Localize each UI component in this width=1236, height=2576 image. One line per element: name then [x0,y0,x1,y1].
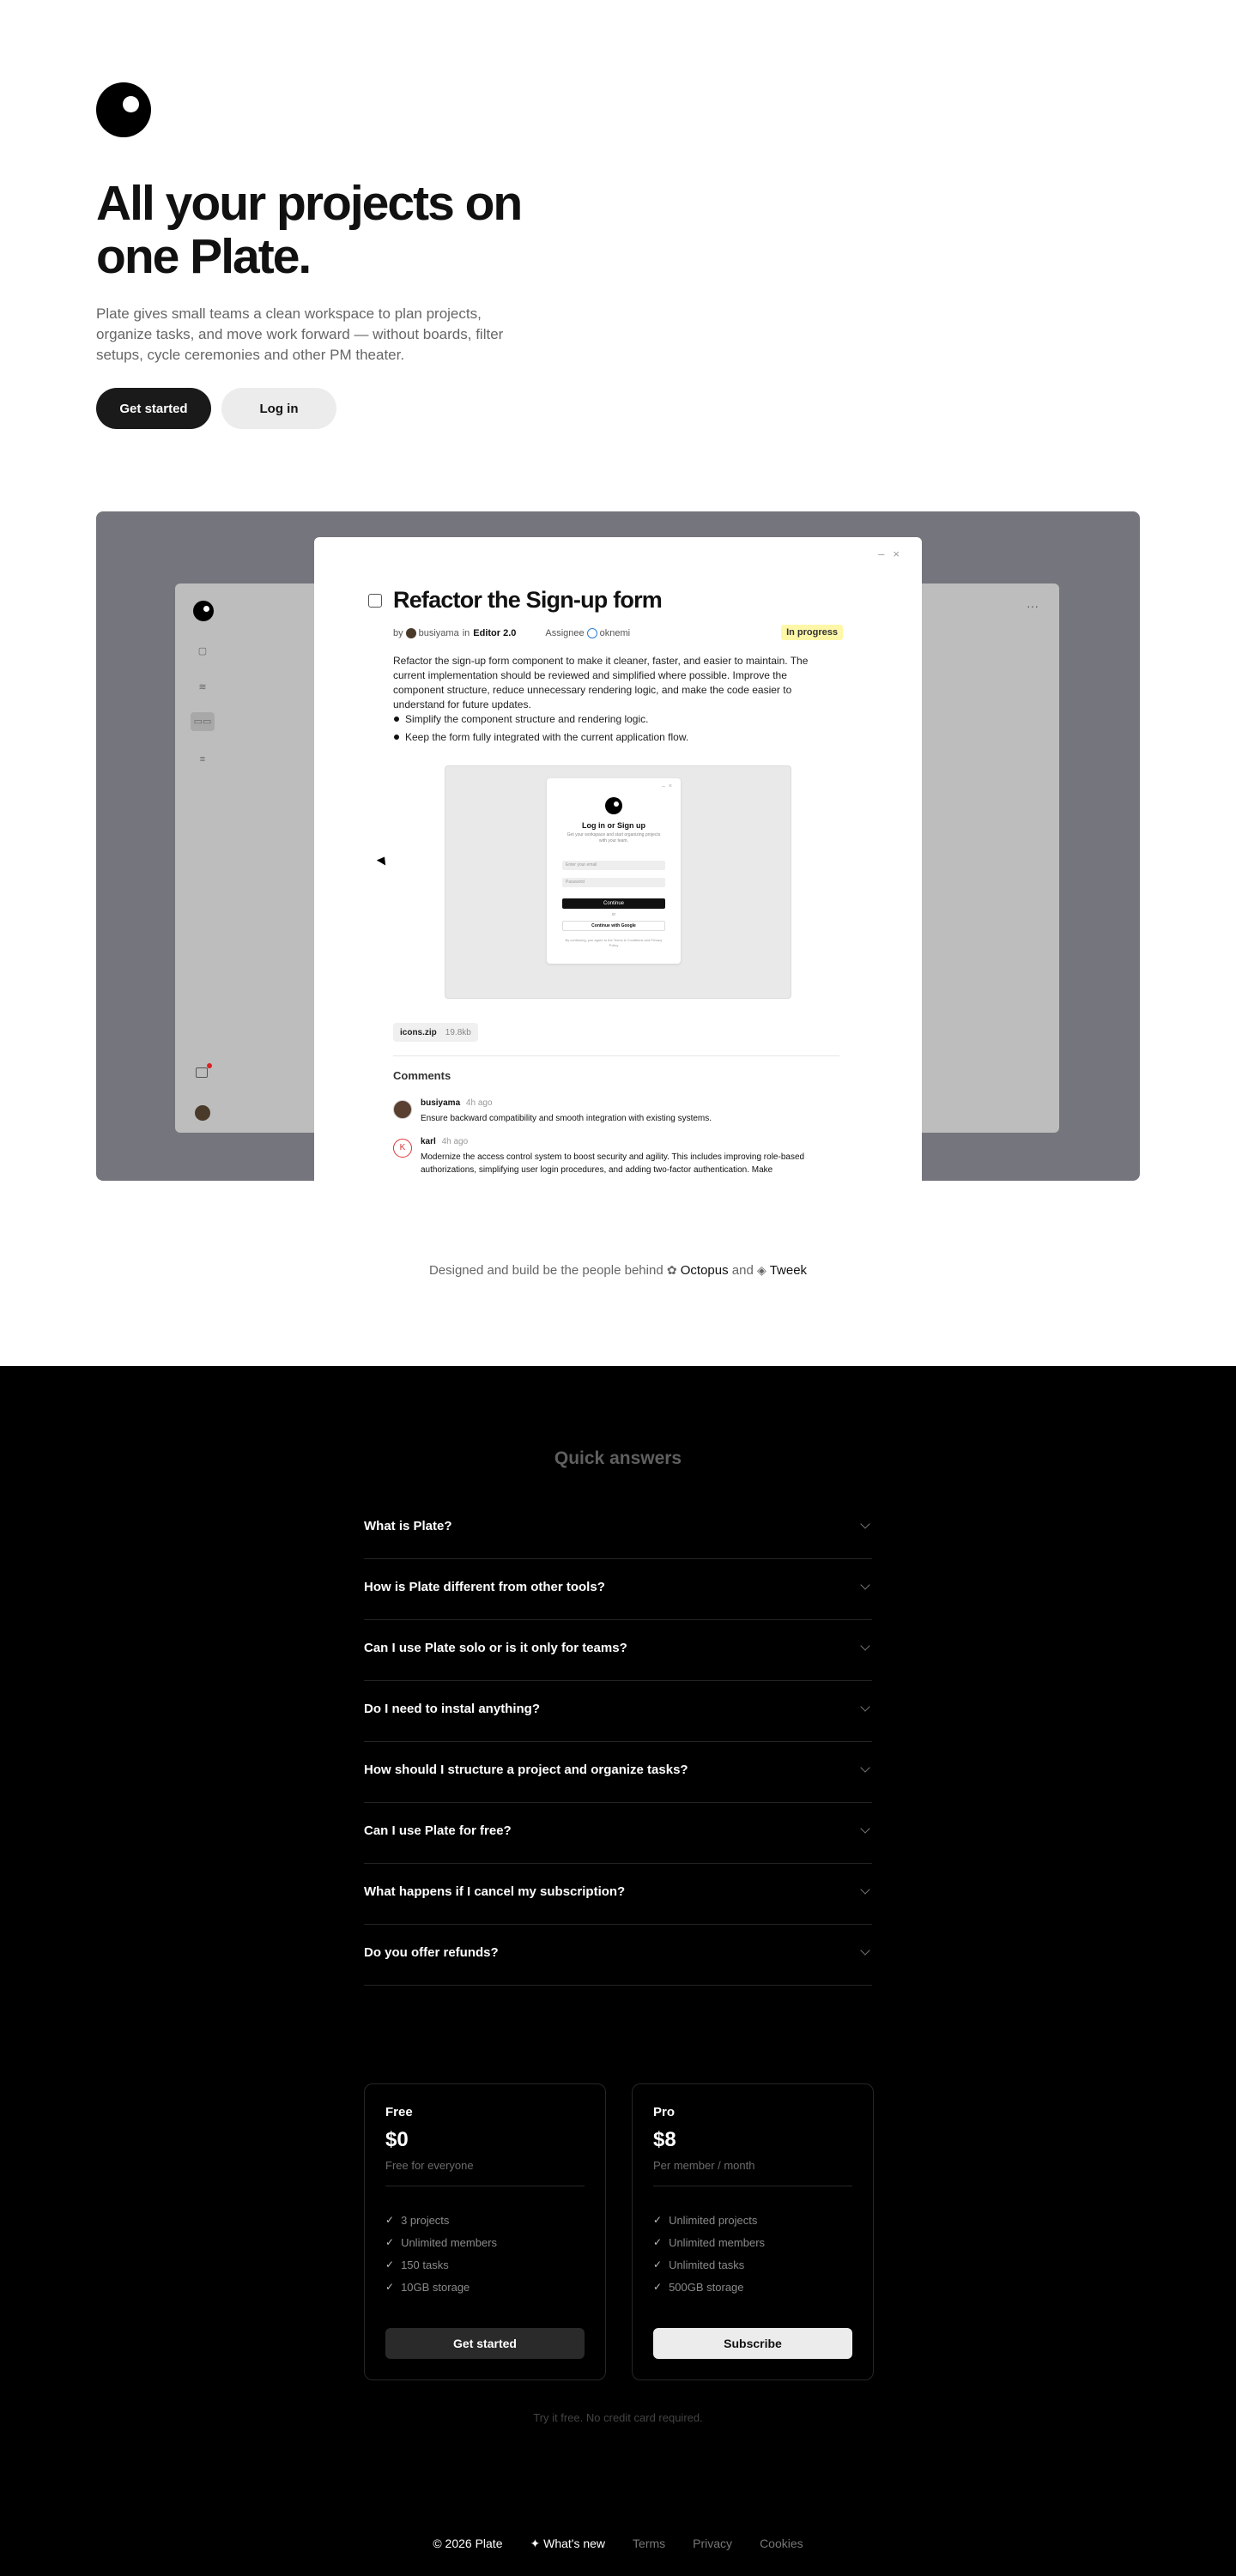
plan-features [653,2209,852,2298]
faq-item[interactable] [364,1925,872,1986]
comment-header [421,1137,468,1146]
feature-item [385,2231,585,2253]
faq-question: How is Plate different from other tools? [364,1580,605,1594]
feature-item [385,2276,585,2298]
task-modal [314,537,922,1181]
task-assignee: oknemi [599,628,631,638]
credit-prefix: Designed and build be the people behind [428,1263,663,1278]
task-author: busiyama [418,628,459,638]
check-icon: ✓ [653,2259,663,2271]
app-logo-icon [193,601,214,621]
chevron-down-icon [860,1945,869,1955]
plan-name: Pro [653,2105,676,2119]
filter-icon: ≡ [199,754,206,765]
login-card [547,778,681,964]
embedded-screenshot [445,765,791,999]
credit-and: and [731,1263,754,1278]
privacy-link[interactable]: Privacy [693,2537,733,2550]
footer [0,2537,1236,2551]
by-label: by [393,628,403,638]
chevron-down-icon [860,1884,869,1894]
tweek-icon: ◈ [757,1263,766,1277]
comment-author: busiyama [421,1098,461,1108]
plan-name: Free [385,2105,413,2119]
terms-text: By continuing, you agree to the Terms & Conditions and Privacy Policy [565,938,663,947]
plate-logo-icon[interactable] [96,82,151,137]
feature-item [385,2209,585,2231]
check-icon: ✓ [653,2281,663,2293]
divider [393,1055,839,1056]
chevron-down-icon [860,1580,869,1589]
bullet-item: Keep the form fully integrated with the current application flow. [393,730,839,745]
faq-question: What is Plate? [364,1519,452,1533]
in-label: in [462,628,470,638]
user-avatar [195,1105,210,1121]
feature-item [385,2253,585,2276]
chevron-down-icon [860,1823,869,1833]
comment-avatar [393,1100,412,1119]
author-avatar [406,628,416,638]
pro-plan-card [632,2083,874,2380]
terms-link[interactable]: Terms [633,2537,666,2550]
dark-section [0,1366,1236,2576]
plan-price: $0 [385,2128,409,2151]
task-checkbox [368,594,382,608]
free-plan-card [364,2083,606,2380]
faq-item[interactable] [364,1559,872,1620]
task-description: Refactor the sign-up form component to make it cleaner, faster, and easier to maintain. The current implementation should be reviewed and simplified where possible. Improve the component structure, reduce unnecessary rendering logic, and make the code easier to understand for future updates. [393,655,809,711]
feature-label: Unlimited members [401,2235,498,2249]
subscribe-button[interactable]: Subscribe [653,2328,852,2359]
faq-item[interactable] [364,1803,872,1864]
check-icon: ✓ [653,2236,663,2248]
check-icon: ✓ [653,2214,663,2226]
inbox-icon: ▢ [197,646,208,656]
password-field: Password [562,878,665,887]
feature-label: 150 tasks [401,2258,449,2271]
feature-label: 3 projects [401,2213,450,2227]
whats-new-label: What's new [543,2537,606,2550]
comment-text: Ensure backward compatibility and smooth integration with existing systems. [421,1114,712,1123]
comment-author: karl [421,1137,436,1146]
faq-item[interactable] [364,1681,872,1742]
faq-item[interactable] [364,1620,872,1681]
more-icon: ··· [1027,599,1039,613]
feature-label: 500GB storage [669,2280,744,2294]
modal-controls: –× [878,547,908,560]
faq-question: Do you offer refunds? [364,1945,499,1960]
attachment-chip [393,1023,478,1042]
hero-title: All your projects on one Plate. [96,176,522,284]
plan-price: $8 [653,2128,676,2151]
assignee-label: Assignee [545,628,585,638]
assignee-icon [587,628,597,638]
plan-period: Per member / month [653,2159,755,2172]
task-project: Editor 2.0 [473,628,517,638]
google-button: Continue with Google [562,921,665,931]
faq-question: What happens if I cancel my subscription? [364,1884,626,1899]
task-title: Refactor the Sign-up form [393,587,663,613]
faq-question: Can I use Plate for free? [364,1823,512,1838]
plan-period: Free for everyone [385,2159,474,2172]
plan-features [385,2209,585,2298]
feature-item [653,2209,852,2231]
chevron-down-icon [860,1702,869,1711]
feature-label: Unlimited tasks [669,2258,745,2271]
feature-label: Unlimited members [669,2235,766,2249]
app-preview [96,511,1140,1181]
comment-time: 4h ago [465,1098,493,1108]
faq-heading: Quick answers [554,1448,682,1468]
feature-label: Unlimited projects [669,2213,758,2227]
check-icon: ✓ [385,2281,395,2293]
continue-button: Continue [562,898,665,909]
log-in-button[interactable]: Log in [221,388,336,429]
comment-text: Modernize the access control system to boost security and agility. This includes improving role-based authorizations, simplifying user login procedures, and adding two-factor authentication. Make [421,1152,805,1175]
login-title: Log in or Sign up [582,821,645,830]
task-meta [393,628,630,638]
octopus-icon: ✿ [666,1263,677,1277]
layers-icon: ≋ [198,682,207,692]
or-divider: or [611,912,616,917]
attachment-size: 19.8kb [445,1027,471,1037]
faq-item[interactable] [364,1742,872,1803]
cookies-link[interactable]: Cookies [760,2537,803,2550]
whats-new-link[interactable] [530,2537,605,2551]
chevron-down-icon [860,1763,869,1772]
email-field: Enter your email [562,861,665,870]
check-icon: ✓ [385,2259,395,2271]
megaphone-icon: ✦ [530,2537,544,2550]
get-started-button[interactable]: Get started [96,388,211,429]
octopus-link[interactable]: Octopus [680,1263,729,1278]
faq-question: Do I need to instal anything? [364,1702,541,1716]
card-logo-icon [605,797,622,814]
check-icon: ✓ [385,2214,395,2226]
feature-item [653,2253,852,2276]
bullet-item: Simplify the component structure and rendering logic. [393,712,839,727]
trial-note: Try it free. No credit card required. [533,2411,703,2424]
comments-title: Comments [393,1069,451,1082]
hero-subtitle: Plate gives small teams a clean workspace to plan projects, organize tasks, and move work forward — without boards, filter setups, cycle ceremonies and other PM theater. [96,305,504,363]
feature-item [653,2276,852,2298]
projects-icon: ▭▭ [191,712,215,731]
card-controls: –× [662,783,676,789]
faq-question: How should I structure a project and organize tasks? [364,1763,688,1777]
comment-header [421,1098,493,1108]
task-bullets [393,712,839,748]
faq-item[interactable] [364,1864,872,1925]
chevron-down-icon [860,1641,869,1650]
free-get-started-button[interactable]: Get started [385,2328,585,2359]
credit-line [0,1263,1236,1278]
status-badge: In progress [781,625,843,640]
check-icon: ✓ [385,2236,395,2248]
feature-item [653,2231,852,2253]
feature-label: 10GB storage [401,2280,470,2294]
comment-time: 4h ago [441,1137,469,1146]
chevron-down-icon [860,1519,869,1528]
comment-avatar: K [393,1139,412,1158]
login-subtitle: Get your workspace and start organizing projects with your team. [566,832,661,844]
faq-question: Can I use Plate solo or is it only for teams? [364,1641,627,1655]
copyright: © 2026 Plate [433,2537,503,2550]
notifications-icon [196,1067,208,1078]
attachment-name: icons.zip [400,1027,437,1037]
tweek-link[interactable]: Tweek [769,1263,808,1278]
faq-list [364,1498,872,1986]
faq-item[interactable] [364,1498,872,1559]
